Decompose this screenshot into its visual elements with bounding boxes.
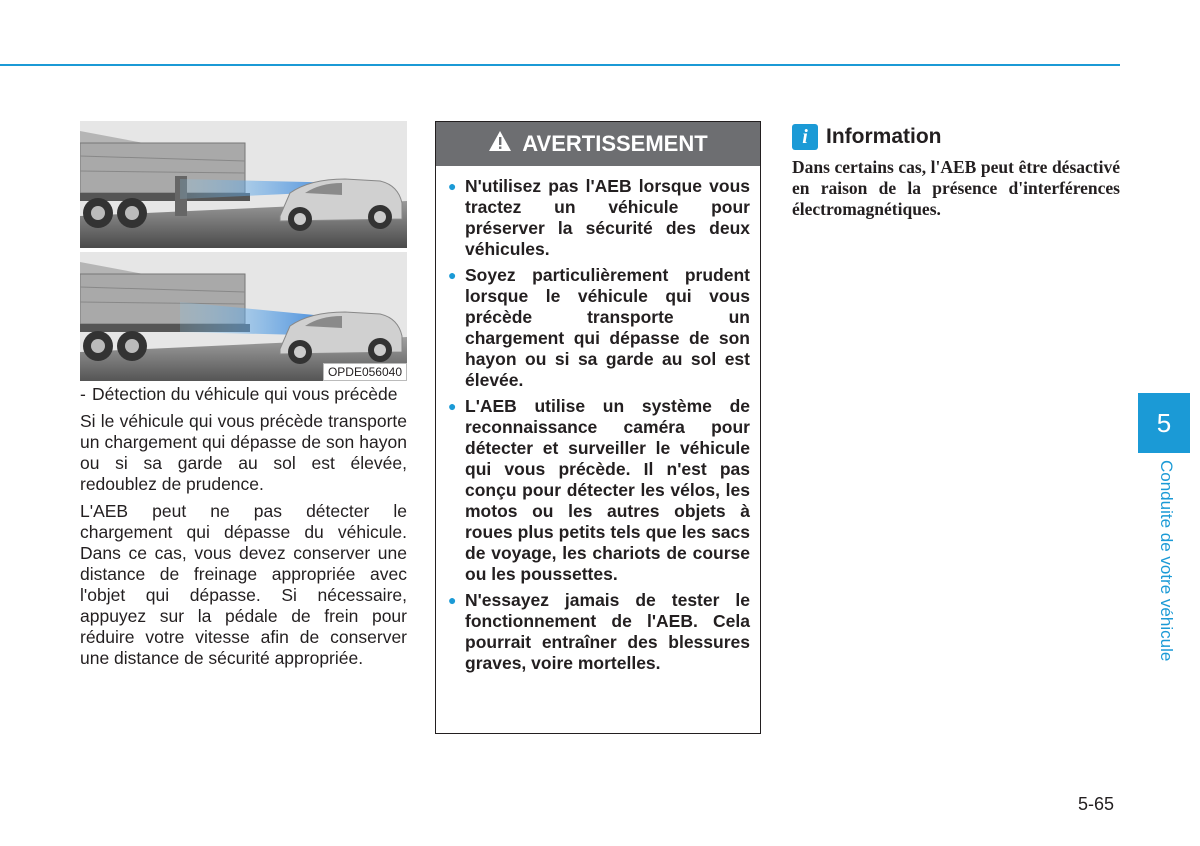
warning-title: AVERTISSEMENT [522,131,708,156]
chapter-tab: 5 [1138,393,1190,453]
warning-item-text: N'essayez jamais de tester le fonctionnement de l'AEB. Cela pourrait entraîner des blessures graves, voire mortelles. [465,590,750,673]
illustration-truck-radar-top [80,121,407,248]
information-title: Information [826,125,942,148]
warning-item [448,265,750,391]
chapter-title: Conduite de votre véhicule [1157,460,1176,662]
warning-triangle-icon [488,130,512,158]
dash-item-text: Détection du véhicule qui vous précède [92,384,398,404]
warning-item [448,396,750,585]
illustration-truck-radar-bottom [80,252,407,381]
warning-item-text: Soyez particulièrement prudent lorsque le véhicule qui vous précède transporte un chargement qui dépasse de son hayon ou si sa garde au sol est élevée. [465,265,750,390]
information-text: Dans certains cas, l'AEB peut être désactivé en raison de la présence d'interférences électromagnétiques. [792,157,1120,219]
page-number: 5-65 [1078,794,1115,814]
top-rule [0,64,1120,66]
dash-item [80,384,407,405]
warning-list [436,166,760,674]
bullet-icon: ● [448,592,457,608]
warning-item-text: L'AEB utilise un système de reconnaissance caméra pour détecter et surveiller le véhicule qui vous précède. Il n'est pas conçu pour détecter les vélos, les motos ou les autres objets à roues plus petits tels que les sacs de voyage, les chariots de course ou les poussettes. [465,396,750,584]
warning-header [436,122,760,166]
dash-mark: - [80,384,86,404]
warning-box [435,121,761,734]
figure-code: OPDE056040 [323,363,407,381]
bullet-icon: ● [448,267,457,283]
paragraph: Si le véhicule qui vous précède transporte un chargement qui dépasse de son hayon ou si sa garde au sol est élevée, redoublez de prudence. [80,411,407,494]
paragraph: L'AEB peut ne pas détecter le chargement qui dépasse du véhicule. Dans ce cas, vous devez conserver une distance de freinage appropriée avec l'objet qui dépasse. Si nécessaire, appuyez sur la pédale de frein pour réduire votre vitesse afin de conserver une distance de sécurité appropriée. [80,501,407,668]
bullet-icon: ● [448,398,457,414]
warning-item-text: N'utilisez pas l'AEB lorsque vous tractez un véhicule pour préserver la sécurité des deux véhicules. [465,176,750,259]
bullet-icon: ● [448,178,457,194]
warning-item [448,590,750,674]
info-icon: i [792,124,818,150]
information-header [792,124,942,150]
column1-text [80,384,407,675]
warning-item [448,176,750,260]
